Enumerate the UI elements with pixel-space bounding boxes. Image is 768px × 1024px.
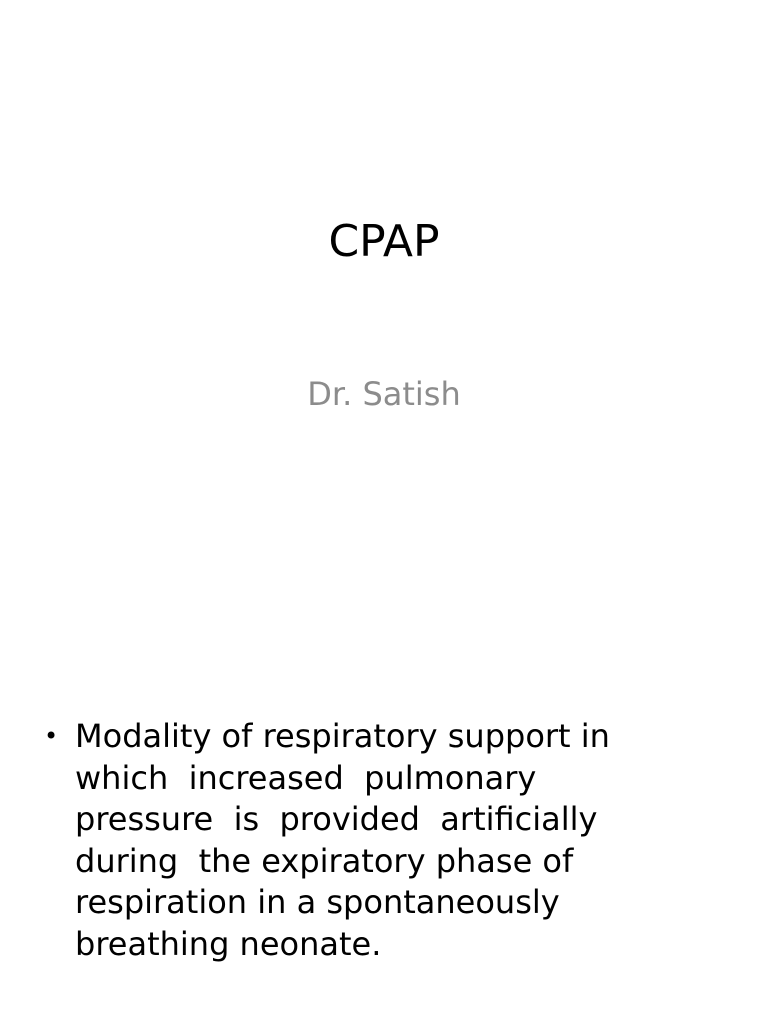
slide-title: CPAP [328, 216, 440, 267]
list-item [40, 716, 680, 965]
bullet-text-line: during the expiratory phase of [75, 841, 574, 880]
bullet-text-line: pressure is provided artificially [75, 800, 598, 838]
bullet-list [40, 716, 680, 965]
bullet-text-line: which increased pulmonary [75, 758, 537, 797]
bullet-icon: • [44, 722, 59, 750]
bullet-text-line: respiration in a spontaneously [75, 883, 560, 921]
bullet-text-line: Modality of respiratory support in [75, 717, 610, 755]
bullet-text-line: breathing neonate. [75, 924, 382, 963]
slide-subtitle: Dr. Satish [307, 375, 461, 413]
